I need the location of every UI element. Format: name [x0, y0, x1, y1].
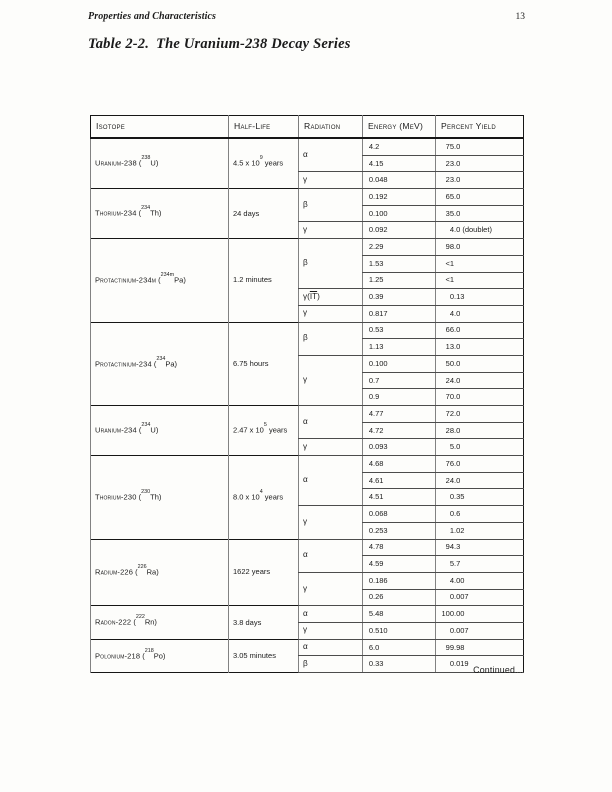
- isotope-cell: Thorium-230 ($^{230}$Th): [91, 456, 229, 539]
- energy-cell: 0.100: [363, 205, 436, 222]
- half-life-cell: 3.8 days: [229, 606, 299, 639]
- percent-yield-cell: 0.007: [436, 622, 524, 639]
- percent-yield-cell: 24.0: [436, 372, 524, 389]
- decay-row: [91, 406, 524, 423]
- half-life-cell: 8.0 x $10^4$ years: [229, 456, 299, 539]
- radiation-cell: γ: [299, 622, 363, 639]
- decay-row: [91, 539, 524, 556]
- energy-cell: 0.048: [363, 172, 436, 189]
- percent-yield-cell: 23.0: [436, 172, 524, 189]
- percent-yield-cell: 4.0: [436, 305, 524, 322]
- percent-yield-cell: 4.0 (doublet): [436, 222, 524, 239]
- percent-yield-cell: 75.0: [436, 138, 524, 155]
- energy-cell: 0.7: [363, 372, 436, 389]
- isotope-cell: Polonium-218 ($^{218}$Po): [91, 639, 229, 672]
- percent-yield-cell: 72.0: [436, 406, 524, 423]
- radiation-cell: β: [299, 239, 363, 289]
- radiation-cell: α: [299, 639, 363, 656]
- energy-cell: 0.093: [363, 439, 436, 456]
- decay-row: [91, 239, 524, 256]
- percent-yield-cell: <1: [436, 255, 524, 272]
- half-life-cell: 1622 years: [229, 539, 299, 606]
- percent-yield-cell: 4.00: [436, 572, 524, 589]
- column-header-2: Radiation: [299, 116, 363, 139]
- percent-yield-cell: 0.6: [436, 506, 524, 523]
- percent-yield-cell: 99.98: [436, 639, 524, 656]
- energy-cell: 0.510: [363, 622, 436, 639]
- page-number: 13: [515, 12, 525, 22]
- percent-yield-cell: 23.0: [436, 155, 524, 172]
- decay-row: [91, 189, 524, 206]
- percent-yield-cell: 35.0: [436, 205, 524, 222]
- energy-cell: 4.61: [363, 472, 436, 489]
- decay-row: [91, 138, 524, 155]
- half-life-cell: 24 days: [229, 189, 299, 239]
- energy-cell: 0.253: [363, 522, 436, 539]
- column-header-0: Isotope: [91, 116, 229, 139]
- isotope-cell: Protactinium-234m ($^{234m}$Pa): [91, 239, 229, 322]
- radiation-cell: $\gamma(\overline{IT})$: [299, 289, 363, 306]
- isotope-section: [91, 456, 524, 539]
- percent-yield-cell: 65.0: [436, 189, 524, 206]
- percent-yield-cell: 0.007: [436, 589, 524, 606]
- energy-cell: 0.092: [363, 222, 436, 239]
- table-title: [88, 36, 351, 53]
- radiation-cell: γ: [299, 305, 363, 322]
- half-life-cell: 4.5 x $10^9$ years: [229, 138, 299, 189]
- isotope-cell: Protactinium-234 ($^{234}$Pa): [91, 322, 229, 405]
- percent-yield-cell: 13.0: [436, 339, 524, 356]
- percent-yield-cell: 5.7: [436, 556, 524, 573]
- percent-yield-cell: 28.0: [436, 422, 524, 439]
- energy-cell: 4.68: [363, 456, 436, 473]
- energy-cell: 1.25: [363, 272, 436, 289]
- decay-row: [91, 639, 524, 656]
- radiation-cell: β: [299, 189, 363, 222]
- isotope-section: [91, 606, 524, 639]
- energy-cell: 0.068: [363, 506, 436, 523]
- half-life-cell: 6.75 hours: [229, 322, 299, 405]
- radiation-cell: β: [299, 322, 363, 355]
- isotope-section: [91, 539, 524, 606]
- energy-cell: 4.2: [363, 138, 436, 155]
- radiation-cell: α: [299, 539, 363, 572]
- radiation-cell: α: [299, 606, 363, 623]
- table-header: [91, 116, 524, 139]
- energy-cell: 4.78: [363, 539, 436, 556]
- energy-cell: 4.72: [363, 422, 436, 439]
- percent-yield-cell: 5.0: [436, 439, 524, 456]
- percent-yield-cell: 94.3: [436, 539, 524, 556]
- isotope-section: [91, 138, 524, 189]
- isotope-section: [91, 239, 524, 322]
- isotope-cell: Thorium-234 ($^{234}$Th): [91, 189, 229, 239]
- isotope-cell: Radon-222 ($^{222}$Rn): [91, 606, 229, 639]
- half-life-cell: 1.2 minutes: [229, 239, 299, 322]
- column-header-1: Half-Life: [229, 116, 299, 139]
- column-header-4: Percent Yield: [436, 116, 524, 139]
- energy-cell: 2.29: [363, 239, 436, 256]
- percent-yield-cell: 0.13: [436, 289, 524, 306]
- energy-cell: 0.9: [363, 389, 436, 406]
- radiation-cell: γ: [299, 572, 363, 605]
- energy-cell: 1.13: [363, 339, 436, 356]
- energy-cell: 0.26: [363, 589, 436, 606]
- percent-yield-cell: 66.0: [436, 322, 524, 339]
- half-life-cell: 2.47 x $10^5$ years: [229, 406, 299, 456]
- energy-cell: 0.53: [363, 322, 436, 339]
- running-header: [88, 11, 525, 22]
- isotope-cell: Uranium-238 ($^{238}$U): [91, 138, 229, 189]
- radiation-cell: β: [299, 656, 363, 673]
- radiation-cell: γ: [299, 506, 363, 539]
- decay-row: [91, 322, 524, 339]
- energy-cell: 0.100: [363, 355, 436, 372]
- energy-cell: 5.48: [363, 606, 436, 623]
- radiation-cell: γ: [299, 439, 363, 456]
- column-header-3: Energy (MeV): [363, 116, 436, 139]
- percent-yield-cell: 1.02: [436, 522, 524, 539]
- isotope-section: [91, 189, 524, 239]
- decay-row: [91, 606, 524, 623]
- radiation-cell: α: [299, 138, 363, 172]
- energy-cell: 0.33: [363, 656, 436, 673]
- percent-yield-cell: 98.0: [436, 239, 524, 256]
- percent-yield-cell: 100.00: [436, 606, 524, 623]
- percent-yield-cell: 50.0: [436, 355, 524, 372]
- decay-series-table: [90, 115, 524, 673]
- percent-yield-cell: 0.019: [436, 656, 524, 673]
- table-title-text: The Uranium-238 Decay Series: [156, 36, 351, 52]
- energy-cell: 0.817: [363, 305, 436, 322]
- energy-cell: 4.15: [363, 155, 436, 172]
- isotope-section: [91, 322, 524, 405]
- energy-cell: 4.59: [363, 556, 436, 573]
- energy-cell: 4.51: [363, 489, 436, 506]
- radiation-cell: α: [299, 406, 363, 439]
- percent-yield-cell: 0.35: [436, 489, 524, 506]
- percent-yield-cell: 76.0: [436, 456, 524, 473]
- decay-row: [91, 456, 524, 473]
- energy-cell: 1.53: [363, 255, 436, 272]
- energy-cell: 6.0: [363, 639, 436, 656]
- running-header-text: Properties and Characteristics: [88, 11, 217, 22]
- isotope-cell: Radium-226 ($^{226}$Ra): [91, 539, 229, 606]
- percent-yield-cell: <1: [436, 272, 524, 289]
- percent-yield-cell: 70.0: [436, 389, 524, 406]
- energy-cell: 0.192: [363, 189, 436, 206]
- radiation-cell: γ: [299, 172, 363, 189]
- energy-cell: 0.186: [363, 572, 436, 589]
- isotope-section: [91, 406, 524, 456]
- percent-yield-cell: 24.0: [436, 472, 524, 489]
- continued-note: Continued...: [473, 665, 523, 675]
- radiation-cell: α: [299, 456, 363, 506]
- table-title-label: Table 2-2.: [88, 36, 150, 52]
- radiation-cell: γ: [299, 222, 363, 239]
- table-header-row: [91, 116, 524, 139]
- radiation-cell: γ: [299, 355, 363, 405]
- energy-cell: 0.39: [363, 289, 436, 306]
- isotope-cell: Uranium-234 ($^{234}$U): [91, 406, 229, 456]
- half-life-cell: 3.05 minutes: [229, 639, 299, 672]
- energy-cell: 4.77: [363, 406, 436, 423]
